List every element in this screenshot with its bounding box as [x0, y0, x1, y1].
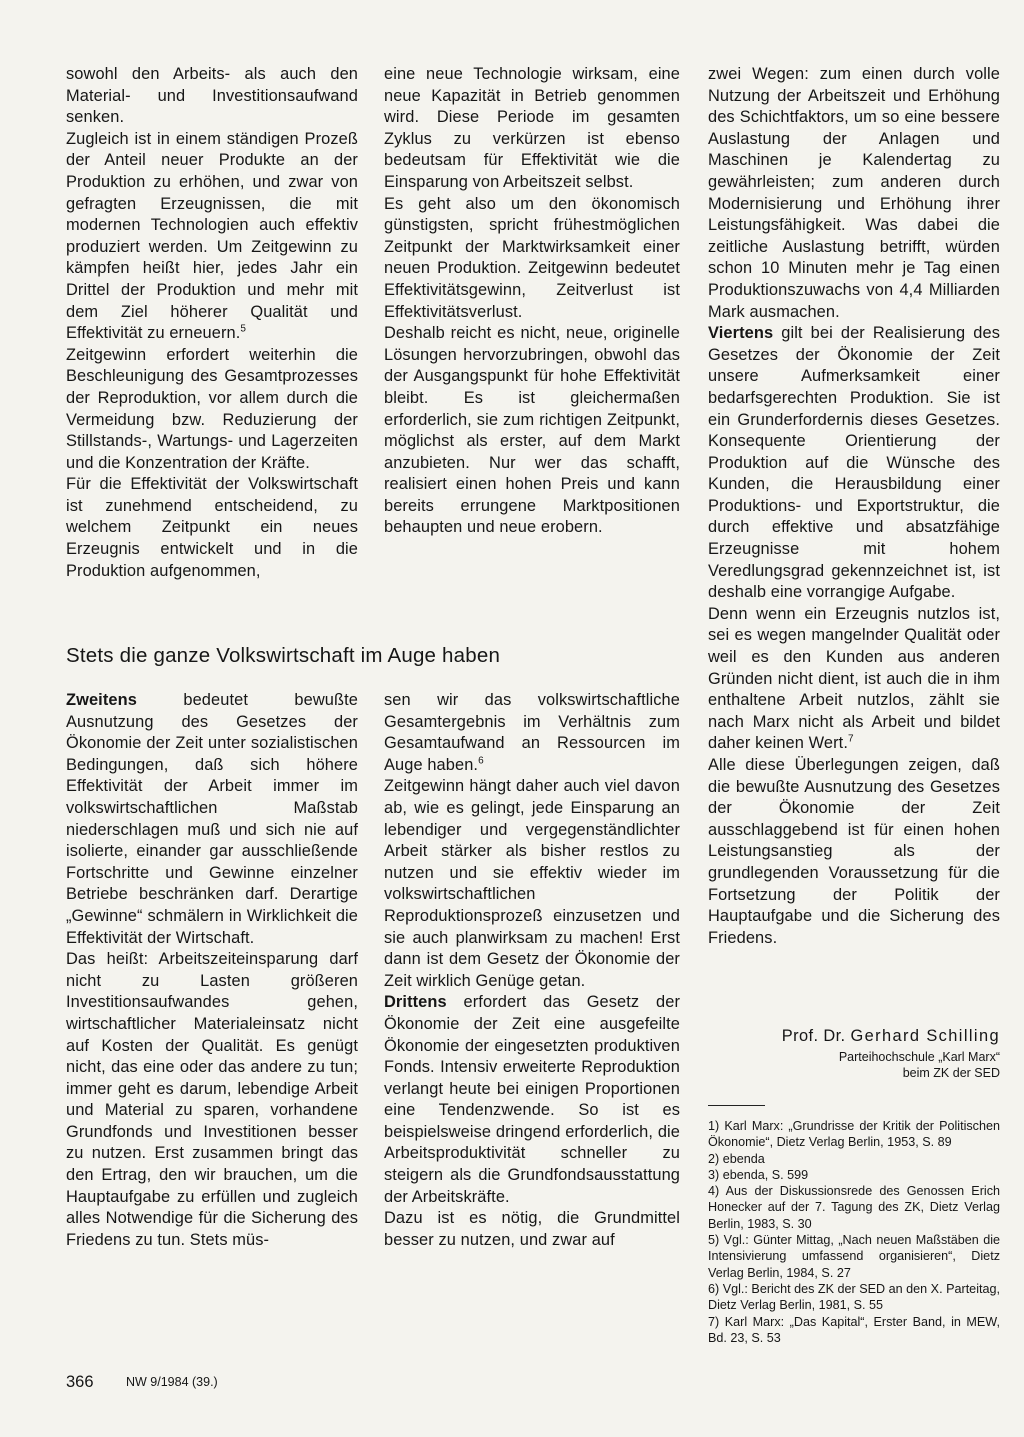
paragraph: Das heißt: Arbeitszeiteinsparung darf nicht zu Lasten größeren Investitionsaufwandes gehen, wirtschaftlicher Materialeinsatz nicht auf Kosten der Qualität. Es genügt nicht, das eine oder das andere zu tun; immer geht es darum, lebendige Arbeit und Material zu sparen, vorhandene Grundfonds und Investitionen besser zu nutzen. Erst zusammen bringt das den Ertrag, den wir brauchen, um die Hauptaufgabe zu erfüllen und zugleich alles Notwendige für die Sicherung des Friedens zu tun. Stets müs-	[66, 950, 358, 1249]
footnotes	[708, 1118, 1000, 1346]
issue-info: NW 9/1984 (39.)	[126, 1375, 218, 1389]
footnote: 4) Aus der Diskussionsrede des Genossen Erich Honecker auf der 7. Tagung des ZK, Dietz Verlag Berlin, 1983, S. 30	[708, 1184, 1000, 1231]
text-column-2	[384, 64, 680, 539]
paragraph: zwei Wegen: zum einen durch volle Nutzung der Arbeitszeit und Erhöhung des Schichtfaktors, um so eine bessere Auslastung der Anlagen und Maschinen je Kalendertag zu gewährleisten; zum anderen durch Modernisierung und Erhöhung ihrer Leistungsfähigkeit. Was dabei die zeitliche Auslastung betrifft, würden schon 10 Minuten mehr je Tag einen Produktionszuwachs von 4,4 Milliarden Mark ausmachen.	[708, 65, 1000, 321]
paragraph: sowohl den Arbeits- als auch den Material- und Investitionsaufwand senken.	[66, 65, 358, 127]
author-name: Gerhard Schilling	[850, 1027, 1000, 1045]
footnote: 1) Karl Marx: „Grundrisse der Kritik der Politischen Ökonomie“, Dietz Verlag Berlin, 1953, S. 89	[708, 1119, 1000, 1150]
footnote-ref[interactable]: 6	[478, 755, 484, 767]
section-heading: Stets die ganze Volkswirtschaft im Auge haben	[66, 644, 501, 667]
text-column-4	[66, 690, 358, 1251]
text-column-3	[708, 64, 1000, 949]
author-institution	[708, 1049, 1000, 1081]
text-column-1	[66, 64, 358, 582]
paragraph: Für die Effektivität der Volkswirtschaft ist zunehmend entscheidend, zu welchem Zeitpunkt ein neues Erzeugnis entwickelt und in die Produktion aufgenommen,	[66, 475, 358, 580]
text-column-5	[384, 690, 680, 1251]
paragraph: Deshalb reicht es nicht, neue, originelle Lösungen hervorzubringen, obwohl das der Ausgangspunkt für hohe Effektivität bleibt. Es ist gleichermaßen erforderlich, sie zum richtigen Zeitpunkt, möglichst als erster, auf dem Markt anzubieten. Nur wer das schafft, realisiert einen hohen Preis und kann bereits errungene Marktpositionen behaupten und neue erobern.	[384, 324, 680, 537]
footnote: 3) ebenda, S. 599	[708, 1167, 809, 1182]
paragraph: Es geht also um den ökonomisch günstigsten, spricht frühestmöglichen Zeitpunkt der Marktwirksamkeit einer neuen Produktion. Zeitgewinn bedeutet Effektivitätsgewinn, Zeitverlust ist Effektivitätsverlust.	[384, 194, 680, 321]
paragraph: Denn wenn ein Erzeugnis nutzlos ist, sei es wegen mangelnder Qualität oder weil es den Kunden aus anderen Gründen nicht dient, ist auch die in ihm enthaltene Arbeit nutzlos, zählt sie nach Marx nicht als Arbeit und bildet daher keinen Wert.$^7$	[708, 604, 1000, 753]
paragraph: Zeitgewinn hängt daher auch viel davon ab, wie es gelingt, jede Einsparung an lebendiger und vergegenständlichter Arbeit stärker als bisher restlos zu nutzen und sie effektiv wieder im volkswirtschaftlichen Reproduktionsprozeß einzusetzen und sie auch planwirksam zu machen! Erst dann ist dem Gesetz der Ökonomie der Zeit wirklich Genüge getan.	[384, 777, 680, 990]
paragraph-lead: Zweitens	[66, 691, 137, 709]
paragraph: Drittens erfordert das Gesetz der Ökonomie der Zeit eine ausgefeilte Ökonomie der eingesetzten produktiven Fonds. Intensiv erweiterte Reproduktion verlangt heute bei einigen Proportionen eine Tendenzwende. So ist es beispielsweise dringend erforderlich, die Arbeitsproduktivität schneller zu steigern als die Grundfondsausstattung der Arbeitskräfte.	[384, 993, 680, 1206]
footnote-divider	[708, 1105, 765, 1106]
institution-line: beim ZK der SED	[902, 1066, 1000, 1080]
footnote: 6) Vgl.: Bericht des ZK der SED an den X. Parteitag, Dietz Verlag Berlin, 1981, S. 55	[708, 1281, 1000, 1313]
paragraph-lead: Viertens	[708, 324, 774, 343]
paragraph: Viertens gilt bei der Realisierung des Gesetzes der Ökonomie der Zeit unsere Aufmerksamkeit einer bedarfsgerechten Produktion. Sie ist ein Grunderfordernis dieses Gesetzes. Konsequente Orientierung der Produktion auf die Wünsche des Kunden, die Herausbildung einer Produktions- und Exportstruktur, die durch effektive und absatzfähige Erzeugnisse mit hohem Veredlungsgrad gekennzeichnet ist, ist deshalb eine vorrangige Aufgabe.	[708, 324, 1000, 602]
institution-line: Parteihochschule „Karl Marx“	[838, 1050, 1000, 1064]
paragraph: sen wir das volkswirtschaftliche Gesamtergebnis im Verhältnis zum Gesamtaufwand an Ressourcen im Auge haben.$^6$	[384, 691, 680, 774]
footnote-ref[interactable]: 7	[847, 733, 854, 745]
page-number: 366	[66, 1373, 94, 1391]
paragraph: Dazu ist es nötig, die Grundmittel besser zu nutzen, und zwar auf	[384, 1209, 680, 1249]
paragraph: Zweitens bedeutet bewußte Ausnutzung des Gesetzes der Ökonomie der Zeit unter sozialistischen Bedingungen, daß sich höhere Effektivität der Arbeit immer im volkswirtschaftlichen Maßstab niederschlagen muß und sich nie auf isolierte, einander gar ausschließende Fortschritte und Gewinne einzelner Betriebe beschränken darf. Derartige „Gewinne“ schmälern in Wirklichkeit die Effektivität der Wirtschaft.	[66, 691, 358, 947]
paragraph: eine neue Technologie wirksam, eine neue Kapazität in Betrieb genommen wird. Diese Periode im gesamten Zyklus zu verkürzen ist ebenso bedeutsam für Effektivität wie die Einsparung von Arbeitszeit selbst.	[384, 65, 680, 191]
paragraph-lead: Drittens	[384, 993, 447, 1012]
footnote: 5) Vgl.: Günter Mittag, „Nach neuen Maßstäben die Intensivierung umfassend organisieren“, Dietz Verlag Berlin, 1984, S. 27	[708, 1233, 1000, 1280]
footnote: 2) ebenda	[708, 1151, 765, 1166]
footnote: 7) Karl Marx: „Das Kapital“, Erster Band, in MEW, Bd. 23, S. 53	[708, 1314, 1000, 1345]
author-signature	[708, 1025, 1000, 1047]
paragraph: Zugleich ist in einem ständigen Prozeß der Anteil neuer Produkte an der Produktion zu erhöhen, und zwar von gefragten Erzeugnissen, die mit modernen Technologien auch effektiv produziert werden. Um Zeitgewinn zu kämpfen heißt hier, jedes Jahr ein Drittel der Produktion und mehr mit dem Ziel höherer Qualität und Effektivität zu erneuern.$^5$	[66, 129, 358, 343]
paragraph: Alle diese Überlegungen zeigen, daß die bewußte Ausnutzung des Gesetzes der Ökonomie der Zeit ausschlaggebend ist für einen hohen Leistungsanstieg als der grundlegenden Voraussetzung für die Fortsetzung der Politik der Hauptaufgabe und die Sicherung des Friedens.	[708, 756, 1000, 947]
footnote-ref[interactable]: 5	[240, 323, 247, 335]
author-title: Prof. Dr.	[781, 1027, 846, 1045]
paragraph: Zeitgewinn erfordert weiterhin die Beschleunigung des Gesamtprozesses der Reproduktion, vor allem durch die Vermeidung bzw. Reduzierung der Stillstands-, Wartungs- und Lagerzeiten und die Konzentration der Kräfte.	[66, 345, 358, 472]
